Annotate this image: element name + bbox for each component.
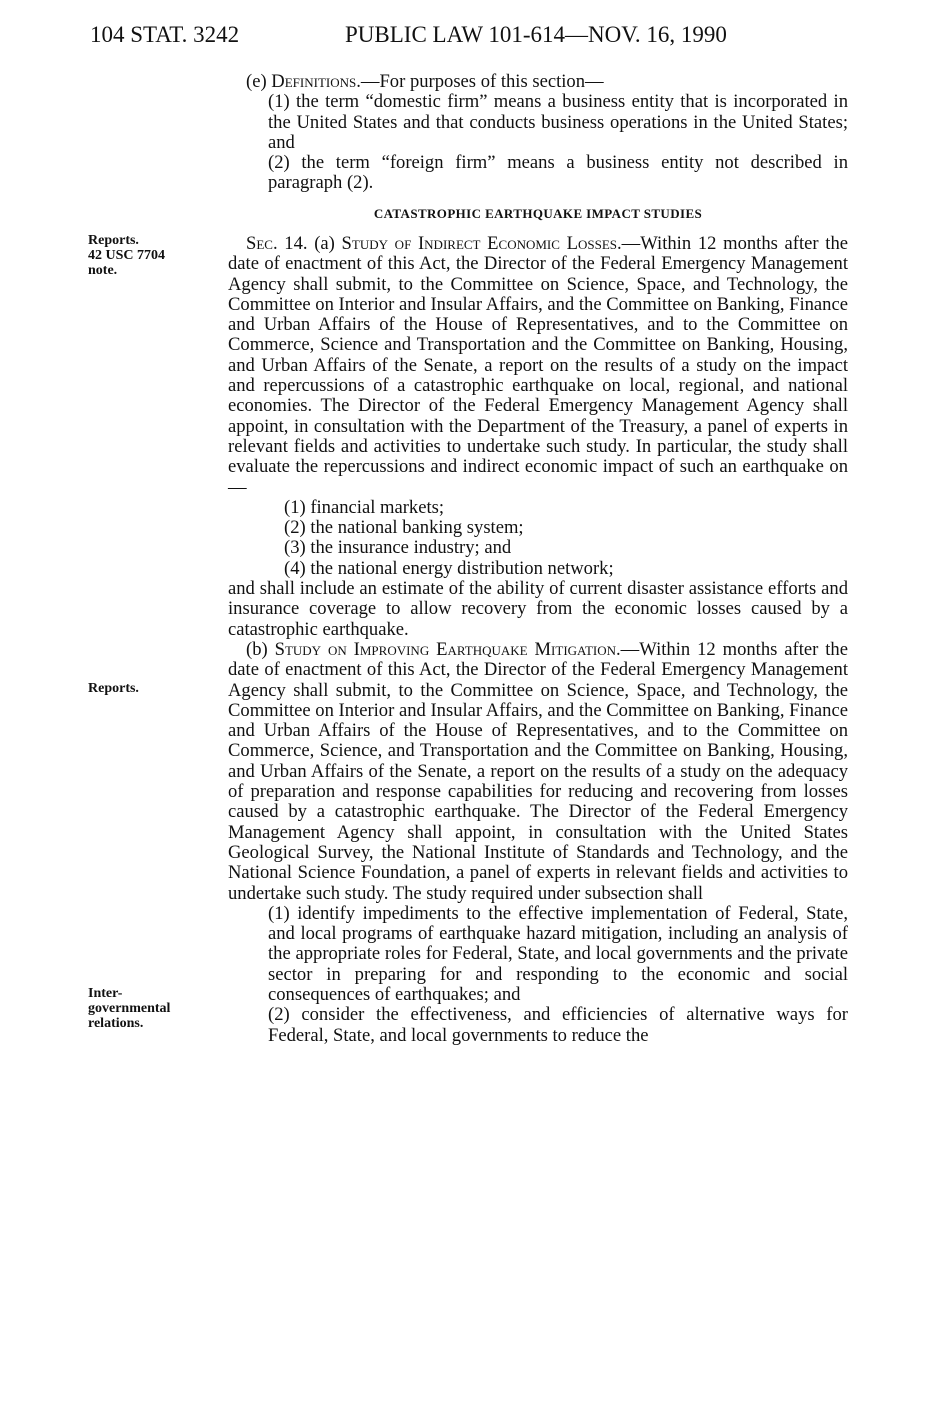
list-item: (1) financial markets;: [284, 496, 445, 518]
section-14-body: [228, 234, 848, 1046]
definitions-title: Definitions: [271, 71, 357, 92]
definitions-label: (e): [246, 71, 272, 92]
subsection-b-text: .—Within 12 months after the date of enactment of this Act, the Director of the Federal Emergency Management Agency shall submit, to the Committee on Science, Space, and Technology, the Committee on Interior and Insular Affairs, and the Committee on Banking, Finance and Urban Affairs of the House of Representatives, and to the Committee on Commerce, Science, and Transportation and the Committee on Banking, Housing, and Urban Affairs of the Senate, a report on the results of a study on the adequacy of preparation and response capabilities for reducing and recovering from losses caused by a catastrophic earthquake. The Director of the Federal Emergency Management Agency shall appoint, in consultation with the United States Geological Survey, the National Institute of Standards and Technology, and the National Science Foundation, a panel of experts in relevant fields and activities to undertake such study. The study required under subsection shall: [228, 638, 848, 904]
subsection-b-title: Study on Improving Earthquake Mitigation: [274, 638, 617, 660]
page-header: [90, 22, 850, 52]
definitions-lead: [228, 72, 848, 92]
margin-note-line: relations.: [88, 1016, 144, 1031]
subsection-a-paragraph: [228, 234, 848, 498]
margin-note-line: 42 USC 7704: [88, 248, 166, 263]
definitions-block: [228, 72, 848, 194]
margin-note-line: note.: [88, 263, 118, 278]
definitions-item-1: (1) the term “domestic firm” means a business entity that is incorporated in the United States and that conducts business operations in the United States; and: [268, 91, 848, 153]
definitions-item-1-wrap: [228, 92, 848, 153]
margin-note-line: Inter-: [88, 986, 123, 1001]
sec-label: Sec.: [246, 233, 278, 254]
list-item: (2) the national banking system;: [284, 517, 524, 539]
definitions-item-2: (2) the term “foreign firm” means a business entity not described in paragraph (2).: [268, 152, 848, 194]
subsection-b-paragraph: [228, 640, 848, 904]
margin-note-line: Reports.: [88, 233, 139, 248]
stat-page-number: 104 STAT. 3242: [90, 22, 240, 47]
subsection-a-text: .—Within 12 months after the date of enactment of this Act, the Director of the Federal Emergency Management Agency shall submit, to the Committee on Science, Space, and Technology, the Committee on Interior and Insular Affairs, and the Committee on Banking, Finance and Urban Affairs of the House of Representatives, and to the Committee on Commerce, Science and Transportation and the Committee on Banking, Housing, and Urban Affairs of the Senate, a report on the results of a study on the impact and repercussions of a catastrophic earthquake on local, regional, and national economies. The Director of the Federal Emergency Management Agency shall appoint, in consultation with the Department of the Treasury, a panel of experts in relevant fields and activities to undertake such study. In particular, the study shall evaluate the repercussions and indirect economic impact of such an earthquake on—: [228, 233, 848, 498]
definitions-intro: .—For purposes of this section—: [356, 71, 604, 92]
margin-note-intergovernmental: [88, 986, 208, 1031]
section-heading: CATASTROPHIC EARTHQUAKE IMPACT STUDIES: [373, 206, 703, 221]
public-law-citation: PUBLIC LAW 101-614—NOV. 16, 1990: [345, 22, 727, 47]
margin-note-reports: Reports.: [88, 681, 139, 696]
sec-number: 14. (a): [277, 233, 342, 254]
margin-note-line: governmental: [88, 1001, 171, 1016]
list-item: (3) the insurance industry; and: [284, 537, 512, 559]
subsection-a-title: Study of Indirect Economic Losses: [341, 233, 617, 254]
subsection-b-item-2: (2) consider the effectiveness, and efficiencies of alternative ways for Federal, State, and local governments to reduce the: [268, 1004, 848, 1046]
list-item: (4) the national energy distribution network;: [284, 557, 614, 579]
subsection-a-tail: and shall include an estimate of the ability of current disaster assistance efforts and insurance coverage to allow recovery from the economic losses caused by a catastrophic earthquake.: [228, 578, 848, 640]
subsection-b-item-1: (1) identify impediments to the effective implementation of Federal, State, and local programs of earthquake hazard mitigation, including an analysis of the appropriate roles for Federal, State, and local governments and the private sector in preparing for and responding to the economic and social consequences of earthquakes; and: [268, 902, 848, 1005]
definitions-item-2-wrap: [228, 153, 848, 194]
subsection-b-label: (b): [246, 638, 275, 660]
margin-note-reports-usc: [88, 233, 208, 278]
subsection-b-item-1-wrap: [228, 904, 848, 1005]
subsection-b-item-2-wrap: [228, 1005, 848, 1046]
